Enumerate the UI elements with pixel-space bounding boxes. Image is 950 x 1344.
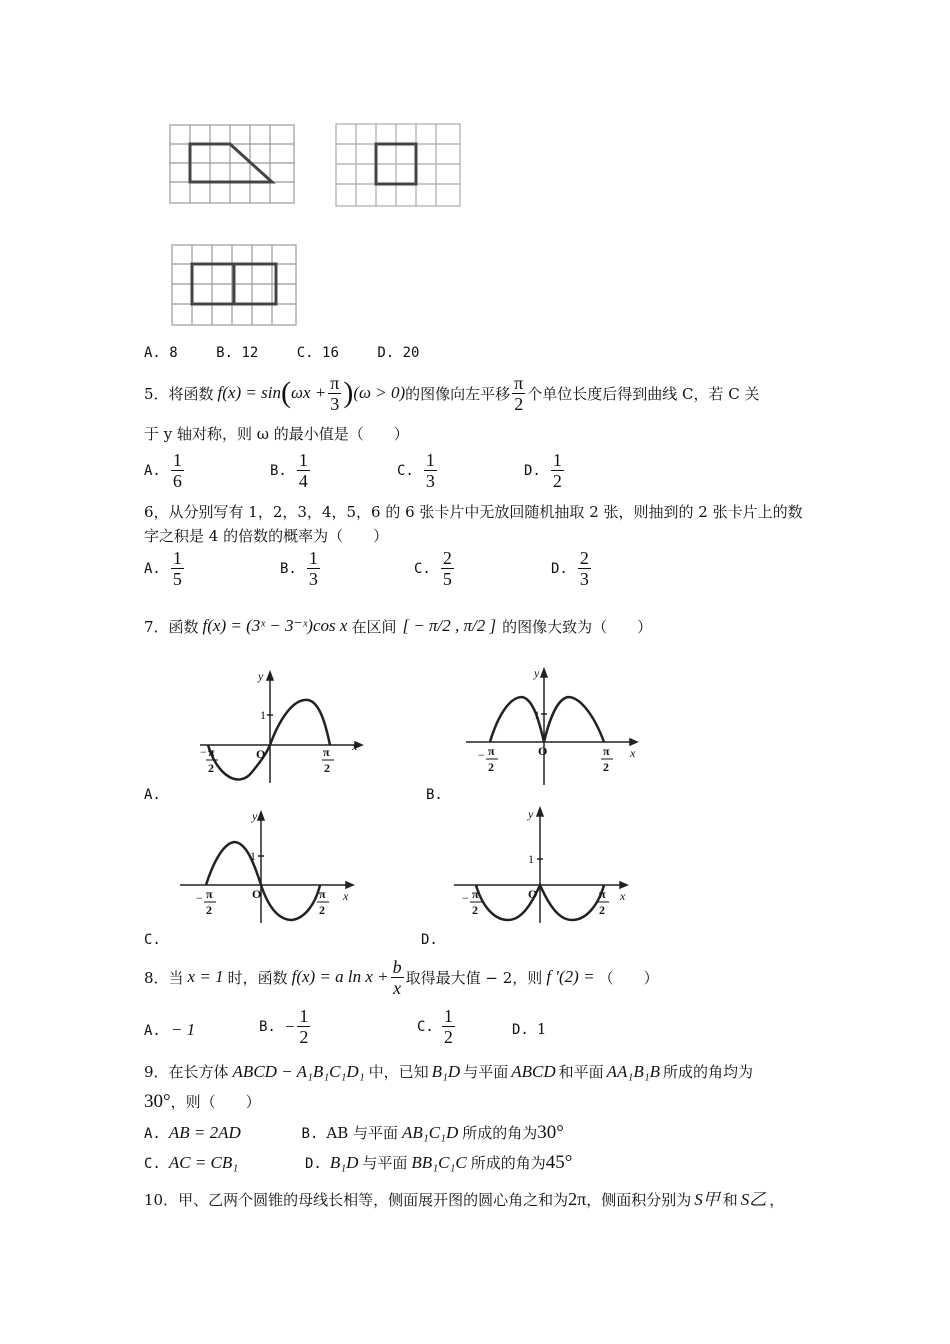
q9-option-d-b: 所成的角为 bbox=[470, 1154, 546, 1172]
q5-mid: 的图像向左平移 bbox=[405, 384, 511, 403]
q4-option-d: D. 20 bbox=[377, 345, 420, 361]
q8-paren: （ ） bbox=[598, 968, 659, 987]
q8-option-b: B. − $\frac{1}{2}$ bbox=[259, 1006, 309, 1047]
q9-seg: B₁D bbox=[431, 1062, 461, 1081]
q8-mid: 时，函数 bbox=[227, 968, 288, 987]
q10-s1: S甲 bbox=[694, 1190, 720, 1209]
q9-plane1: ABCD bbox=[511, 1062, 556, 1081]
q8-tail: 取得最大值 − 2，则 bbox=[405, 968, 543, 987]
svg-text:π: π bbox=[206, 887, 213, 901]
svg-text:y: y bbox=[252, 809, 258, 823]
svg-text:x: x bbox=[343, 889, 349, 903]
q9-known: 中，已知 bbox=[368, 1063, 429, 1081]
q5-stem-line1 bbox=[144, 368, 760, 418]
svg-text:1: 1 bbox=[250, 849, 256, 863]
q9-option-c: AC = CB₁ bbox=[168, 1153, 239, 1172]
q9-plane2: AA₁B₁B bbox=[606, 1062, 660, 1081]
q9-option-d-seg: B₁D bbox=[329, 1153, 359, 1172]
q10-and: 和 bbox=[722, 1191, 738, 1209]
q9-option-d-a: 与平面 bbox=[362, 1154, 408, 1172]
q9-options-row2 bbox=[144, 1152, 572, 1174]
svg-text:2: 2 bbox=[603, 760, 609, 774]
q9-then: ，则（ ） bbox=[170, 1093, 261, 1111]
svg-text:2: 2 bbox=[206, 903, 212, 917]
q7a-x-label: x bbox=[352, 739, 358, 753]
q4-option-a: A. 8 bbox=[144, 345, 178, 361]
svg-text:y: y bbox=[528, 807, 534, 821]
q9-option-b-a: AB 与平面 bbox=[326, 1124, 399, 1142]
q8-option-d: D. 1 bbox=[512, 1020, 547, 1038]
q5-pi-over-2: $\frac{\pi}{2}$ bbox=[514, 372, 524, 414]
q9-option-b-angle: 30° bbox=[537, 1122, 564, 1143]
svg-text:2: 2 bbox=[488, 760, 494, 774]
svg-text:π: π bbox=[323, 745, 330, 759]
q8-cond: x = 1 bbox=[187, 967, 224, 986]
q9-lead: 9．在长方体 bbox=[144, 1063, 229, 1081]
q5-paren-open: ( bbox=[280, 376, 291, 409]
svg-text:−: − bbox=[200, 745, 207, 759]
q5-stem-line2: 于 y 轴对称，则 ω 的最小值是（ ） bbox=[144, 425, 409, 443]
svg-text:x: x bbox=[620, 889, 626, 903]
q8-deriv: f ′(2) = bbox=[546, 967, 595, 986]
q10-comma: ， bbox=[769, 1191, 785, 1209]
q9-stem-line2 bbox=[144, 1091, 261, 1113]
svg-text:2: 2 bbox=[324, 761, 330, 775]
q6-option-c: C. $\frac{2}{5}$ bbox=[414, 548, 452, 589]
three-view-front bbox=[168, 123, 298, 205]
q7a-y-label: y bbox=[258, 669, 264, 683]
q5-func: f(x) = sin bbox=[217, 383, 281, 402]
q7-label-d: D. bbox=[421, 932, 438, 948]
svg-text:1: 1 bbox=[528, 852, 534, 866]
q8-lead: 8．当 bbox=[144, 968, 184, 987]
q7a-one: 1 bbox=[260, 708, 266, 722]
svg-text:y: y bbox=[534, 666, 540, 680]
svg-text:−: − bbox=[462, 891, 469, 905]
q7-graph-c bbox=[178, 808, 358, 928]
q4-options bbox=[144, 345, 420, 361]
q9-and-plane: 和平面 bbox=[558, 1063, 604, 1081]
svg-text:O: O bbox=[528, 887, 538, 901]
q6-stem-line1: 6，从分别写有 1，2，3，4，5，6 的 6 张卡片中无放回随机抽取 2 张，则抽到的 2 张卡片上的数 bbox=[144, 503, 803, 521]
q7-label-c: C. bbox=[144, 932, 161, 948]
q7-graph-a bbox=[190, 668, 370, 788]
svg-text:π: π bbox=[472, 887, 479, 901]
svg-text:π: π bbox=[488, 744, 495, 758]
svg-text:2: 2 bbox=[472, 903, 478, 917]
svg-text:−: − bbox=[196, 891, 203, 905]
q5-option-d: D. $\frac{1}{2}$ bbox=[524, 450, 562, 491]
q8-func: f(x) = a ln x + bbox=[291, 967, 389, 986]
svg-text:O: O bbox=[538, 744, 548, 758]
q5-option-b: B. $\frac{1}{4}$ bbox=[270, 450, 308, 491]
q7-interval: [ − π/2 , π/2 ] bbox=[402, 616, 497, 635]
q5-paren-close: ) bbox=[343, 376, 354, 409]
svg-text:2: 2 bbox=[319, 903, 325, 917]
q6-option-a: A. $\frac{1}{5}$ bbox=[144, 548, 182, 589]
q7-label-b: B. bbox=[426, 787, 443, 803]
q7-func: f(x) = (3ˣ − 3⁻ˣ)cos x bbox=[202, 616, 348, 635]
q4-option-b: B. 12 bbox=[216, 345, 259, 361]
q5-pi-over-3: $\frac{\pi}{3}$ bbox=[330, 372, 340, 414]
svg-text:O: O bbox=[252, 887, 262, 901]
q5-option-c: C. $\frac{1}{3}$ bbox=[397, 450, 435, 491]
svg-text:2: 2 bbox=[599, 903, 605, 917]
q7-tail: 的图像大致为（ ） bbox=[502, 617, 653, 636]
q10-stem bbox=[144, 1185, 784, 1210]
q10-s2: S乙 bbox=[740, 1190, 767, 1209]
q9-with-plane: 与平面 bbox=[463, 1063, 509, 1081]
q7-mid: 在区间 bbox=[351, 617, 397, 636]
q9-option-d-label: D. bbox=[304, 1156, 322, 1172]
q9-option-c-label: C. bbox=[144, 1156, 161, 1172]
q6-option-b: B. $\frac{1}{3}$ bbox=[280, 548, 318, 589]
q9-solid: ABCD − A₁B₁C₁D₁ bbox=[232, 1062, 365, 1081]
q7-stem bbox=[144, 606, 652, 646]
q9-option-d-plane: BB₁C₁C bbox=[411, 1153, 467, 1172]
svg-text:1: 1 bbox=[534, 708, 540, 722]
q10-lead: 10．甲、乙两个圆锥的母线长相等，侧面展开图的圆心角之和为 bbox=[144, 1191, 569, 1209]
q7a-origin: O bbox=[256, 747, 266, 761]
q9-option-a-label: A. bbox=[144, 1126, 161, 1142]
q7-lead: 7．函数 bbox=[144, 617, 199, 636]
q9-angle: 30° bbox=[144, 1091, 171, 1112]
svg-text:π: π bbox=[603, 744, 610, 758]
q9-stem-line1 bbox=[144, 1061, 753, 1082]
svg-text:π: π bbox=[319, 887, 326, 901]
q7-label-a: A. bbox=[144, 787, 161, 803]
q5-tail: 个单位长度后得到曲线 C，若 C 关 bbox=[527, 384, 760, 403]
q9-option-d-angle: 45° bbox=[545, 1152, 573, 1173]
q6-option-d: D. $\frac{2}{3}$ bbox=[551, 548, 589, 589]
q9-angle-text: 所成的角均为 bbox=[663, 1063, 754, 1081]
three-view-top bbox=[170, 243, 300, 327]
q5-option-a: A. $\frac{1}{6}$ bbox=[144, 450, 182, 491]
q4-option-c: C. 16 bbox=[296, 345, 339, 361]
q9-options-row1 bbox=[144, 1122, 564, 1144]
q10-mid: ，侧面积分别为 bbox=[586, 1191, 692, 1209]
q5-lead: 5．将函数 bbox=[144, 384, 214, 403]
q9-option-b-plane: AB₁C₁D bbox=[402, 1123, 459, 1142]
q8-option-c: C. $\frac{1}{2}$ bbox=[417, 1006, 453, 1047]
svg-text:π: π bbox=[599, 887, 606, 901]
q7-graph-d bbox=[452, 808, 632, 928]
svg-text:x: x bbox=[630, 746, 636, 760]
q9-option-b-b: 所成的角为 bbox=[462, 1124, 538, 1142]
svg-text:2: 2 bbox=[208, 761, 214, 775]
q6-stem-line2: 字之积是 4 的倍数的概率为（ ） bbox=[144, 527, 389, 545]
three-view-side bbox=[334, 122, 464, 210]
q9-option-b-label: B. bbox=[301, 1126, 319, 1142]
svg-text:π: π bbox=[208, 745, 215, 759]
q8-b-over-x: $\frac{b}{x}$ bbox=[392, 956, 402, 998]
svg-text:−: − bbox=[478, 748, 485, 762]
q8-stem bbox=[144, 952, 659, 1002]
q9-option-a: AB = 2AD bbox=[168, 1123, 241, 1142]
q7-graph-b bbox=[462, 665, 642, 790]
q8-option-a: A. − 1 bbox=[144, 1020, 196, 1039]
q5-arg: ωx + bbox=[290, 383, 327, 402]
q5-condition: (ω > 0) bbox=[353, 383, 406, 402]
q10-twopi: 2π bbox=[568, 1189, 587, 1209]
